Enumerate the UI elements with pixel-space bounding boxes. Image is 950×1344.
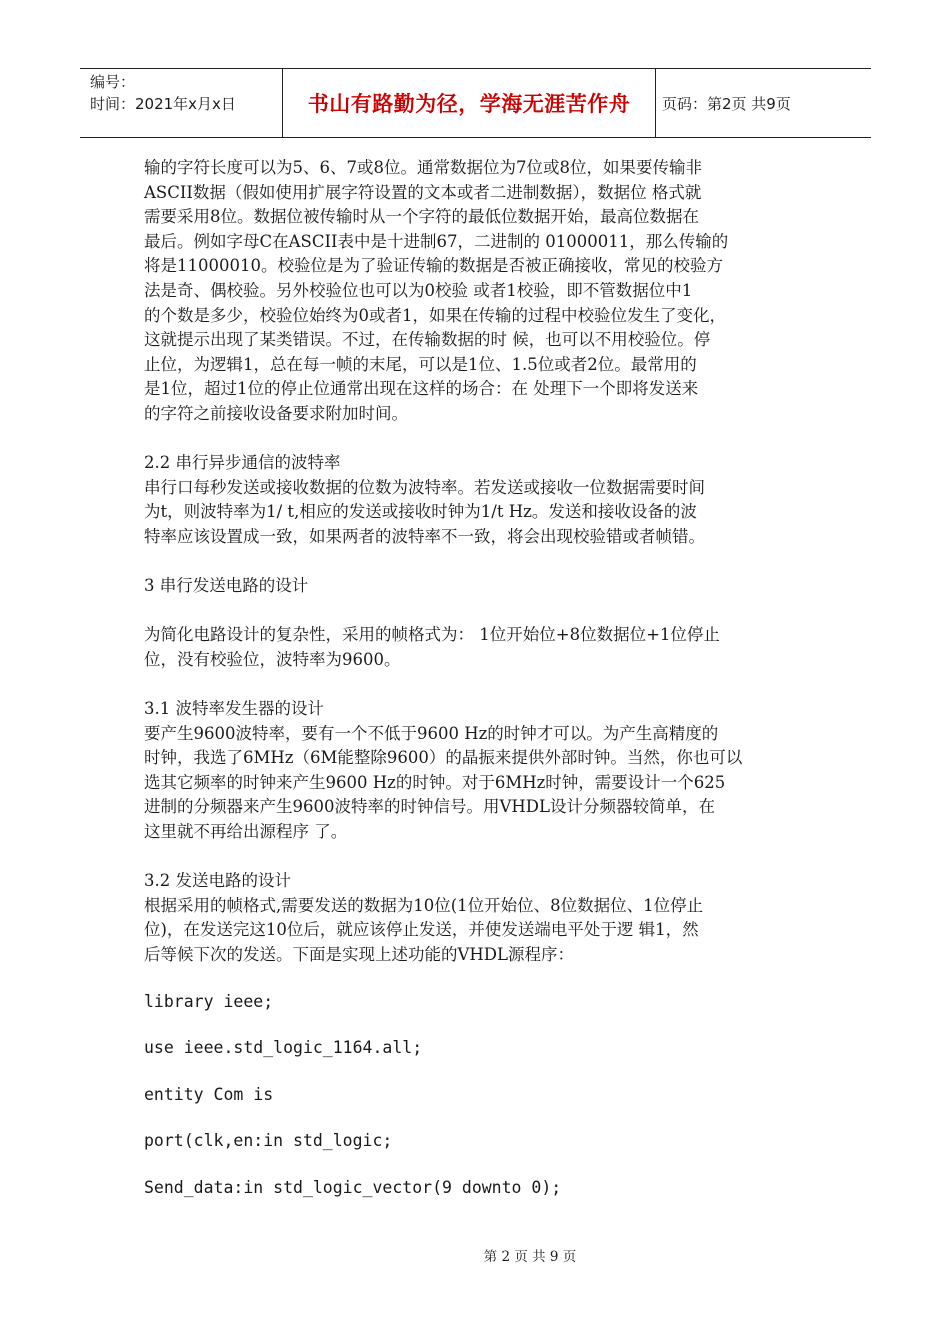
header-left — [80, 69, 283, 137]
text-line: 根据采用的帧格式,需要发送的数据为10位(1位开始位、8位数据位、1位停止 — [144, 895, 704, 915]
text-line: 特率应该设置成一致，如果两者的波特率不一致，将会出现校验错或者帧错。 — [144, 526, 705, 546]
paragraph-baud-generator — [144, 722, 824, 845]
page-footer: 第 2 页 共 9 页 — [483, 1249, 577, 1265]
text-line: 位，没有校验位，波特率为9600。 — [144, 649, 401, 669]
text-line: 这就提示出现了某类错误。不过，在传输数据的时 候，也可以不用校验位。停 — [144, 330, 711, 350]
text-line: 选其它频率的时钟来产生9600 Hz的时钟。对于6MHz时钟，需要设计一个625 — [144, 772, 726, 792]
section-heading-3: 3 串行发送电路的设计 — [144, 576, 309, 596]
text-line: 的字符之前接收设备要求附加时间。 — [144, 403, 408, 423]
section-heading-3-2: 3.2 发送电路的设计 — [144, 871, 291, 891]
text-line: 止位，为逻辑1，总在每一帧的末尾，可以是1位、1.5位或者2位。最常用的 — [144, 354, 697, 374]
text-line: 位)，在发送完这10位后，就应该停止发送，并使发送端电平处于逻 辑1，然 — [144, 920, 699, 940]
text-line: 进制的分频器来产生9600波特率的时钟信号。用VHDL设计分频器较简单，在 — [144, 797, 715, 817]
code-line: library ieee; — [144, 991, 274, 1011]
text-line: 的个数是多少，校验位始终为0或者1，如果在传输的过程中校验位发生了变化， — [144, 305, 726, 325]
paragraph-frame-format — [144, 623, 824, 672]
text-line: 需要采用8位。数据位被传输时从一个字符的最低位数据开始，最高位数据在 — [144, 207, 699, 227]
page-header — [80, 68, 871, 138]
code-line: entity Com is — [144, 1084, 274, 1104]
code-line: port(clk,en:in std_logic; — [144, 1131, 393, 1151]
paragraph-data-bits — [144, 156, 824, 427]
text-line: 后等候下次的发送。下面是实现上述功能的VHDL源程序： — [144, 945, 574, 964]
header-motto: 书山有路勤为径，学海无涯苦作舟 — [283, 69, 656, 137]
code-line: use ieee.std_logic_1164.all; — [144, 1038, 423, 1058]
number-label: 编号： — [90, 73, 136, 91]
paragraph-baud-rate — [144, 476, 824, 550]
text-line: 要产生9600波特率，要有一个不低于9600 Hz的时钟才可以。为产生高精度的 — [144, 723, 719, 743]
text-line: 为简化电路设计的复杂性，采用的帧格式为： 1位开始位+8位数据位+1位停止 — [144, 625, 720, 645]
text-line: 将是11000010。校验位是为了验证传输的数据是否被正确接收，常见的校验方 — [144, 256, 723, 276]
paragraph-send-circuit — [144, 894, 824, 968]
text-line: 法是奇、偶校验。另外校验位也可以为0校验 或者1校验，即不管数据位中1 — [144, 280, 693, 300]
section-heading-3-1: 3.1 波特率发生器的设计 — [144, 699, 324, 719]
text-line: ASCII数据（假如使用扩展字符设置的文本或者二进制数据），数据位 格式就 — [144, 182, 702, 202]
document-body — [144, 156, 824, 1201]
time-label: 时间：2021年x月x日 — [90, 95, 236, 113]
text-line: 最后。例如字母C在ASCII表中是十进制67，二进制的 01000011，那么传输的 — [144, 231, 729, 251]
text-line: 时钟，我选了6MHz（6M能整除9600）的晶振来提供外部时钟。当然，你也可以 — [144, 748, 743, 768]
text-line: 串行口每秒发送或接收数据的位数为波特率。若发送或接收一位数据需要时间 — [144, 477, 705, 497]
text-line: 为t，则波特率为1/ t,相应的发送或接收时钟为1/t Hz。发送和接收设备的波 — [144, 502, 697, 522]
text-line: 输的字符长度可以为5、6、7或8位。通常数据位为7位或8位，如果要传输非 — [144, 158, 702, 177]
header-page-label: 页码：第2页 共9页 — [662, 94, 791, 113]
text-line: 这里就不再给出源程序 了。 — [144, 822, 348, 842]
text-line: 是1位，超过1位的停止位通常出现在这样的场合：在 处理下一个即将发送来 — [144, 379, 699, 399]
code-line: Send_data:in std_logic_vector(9 downto 0); — [144, 1177, 562, 1197]
section-heading-2-2: 2.2 串行异步通信的波特率 — [144, 453, 341, 473]
